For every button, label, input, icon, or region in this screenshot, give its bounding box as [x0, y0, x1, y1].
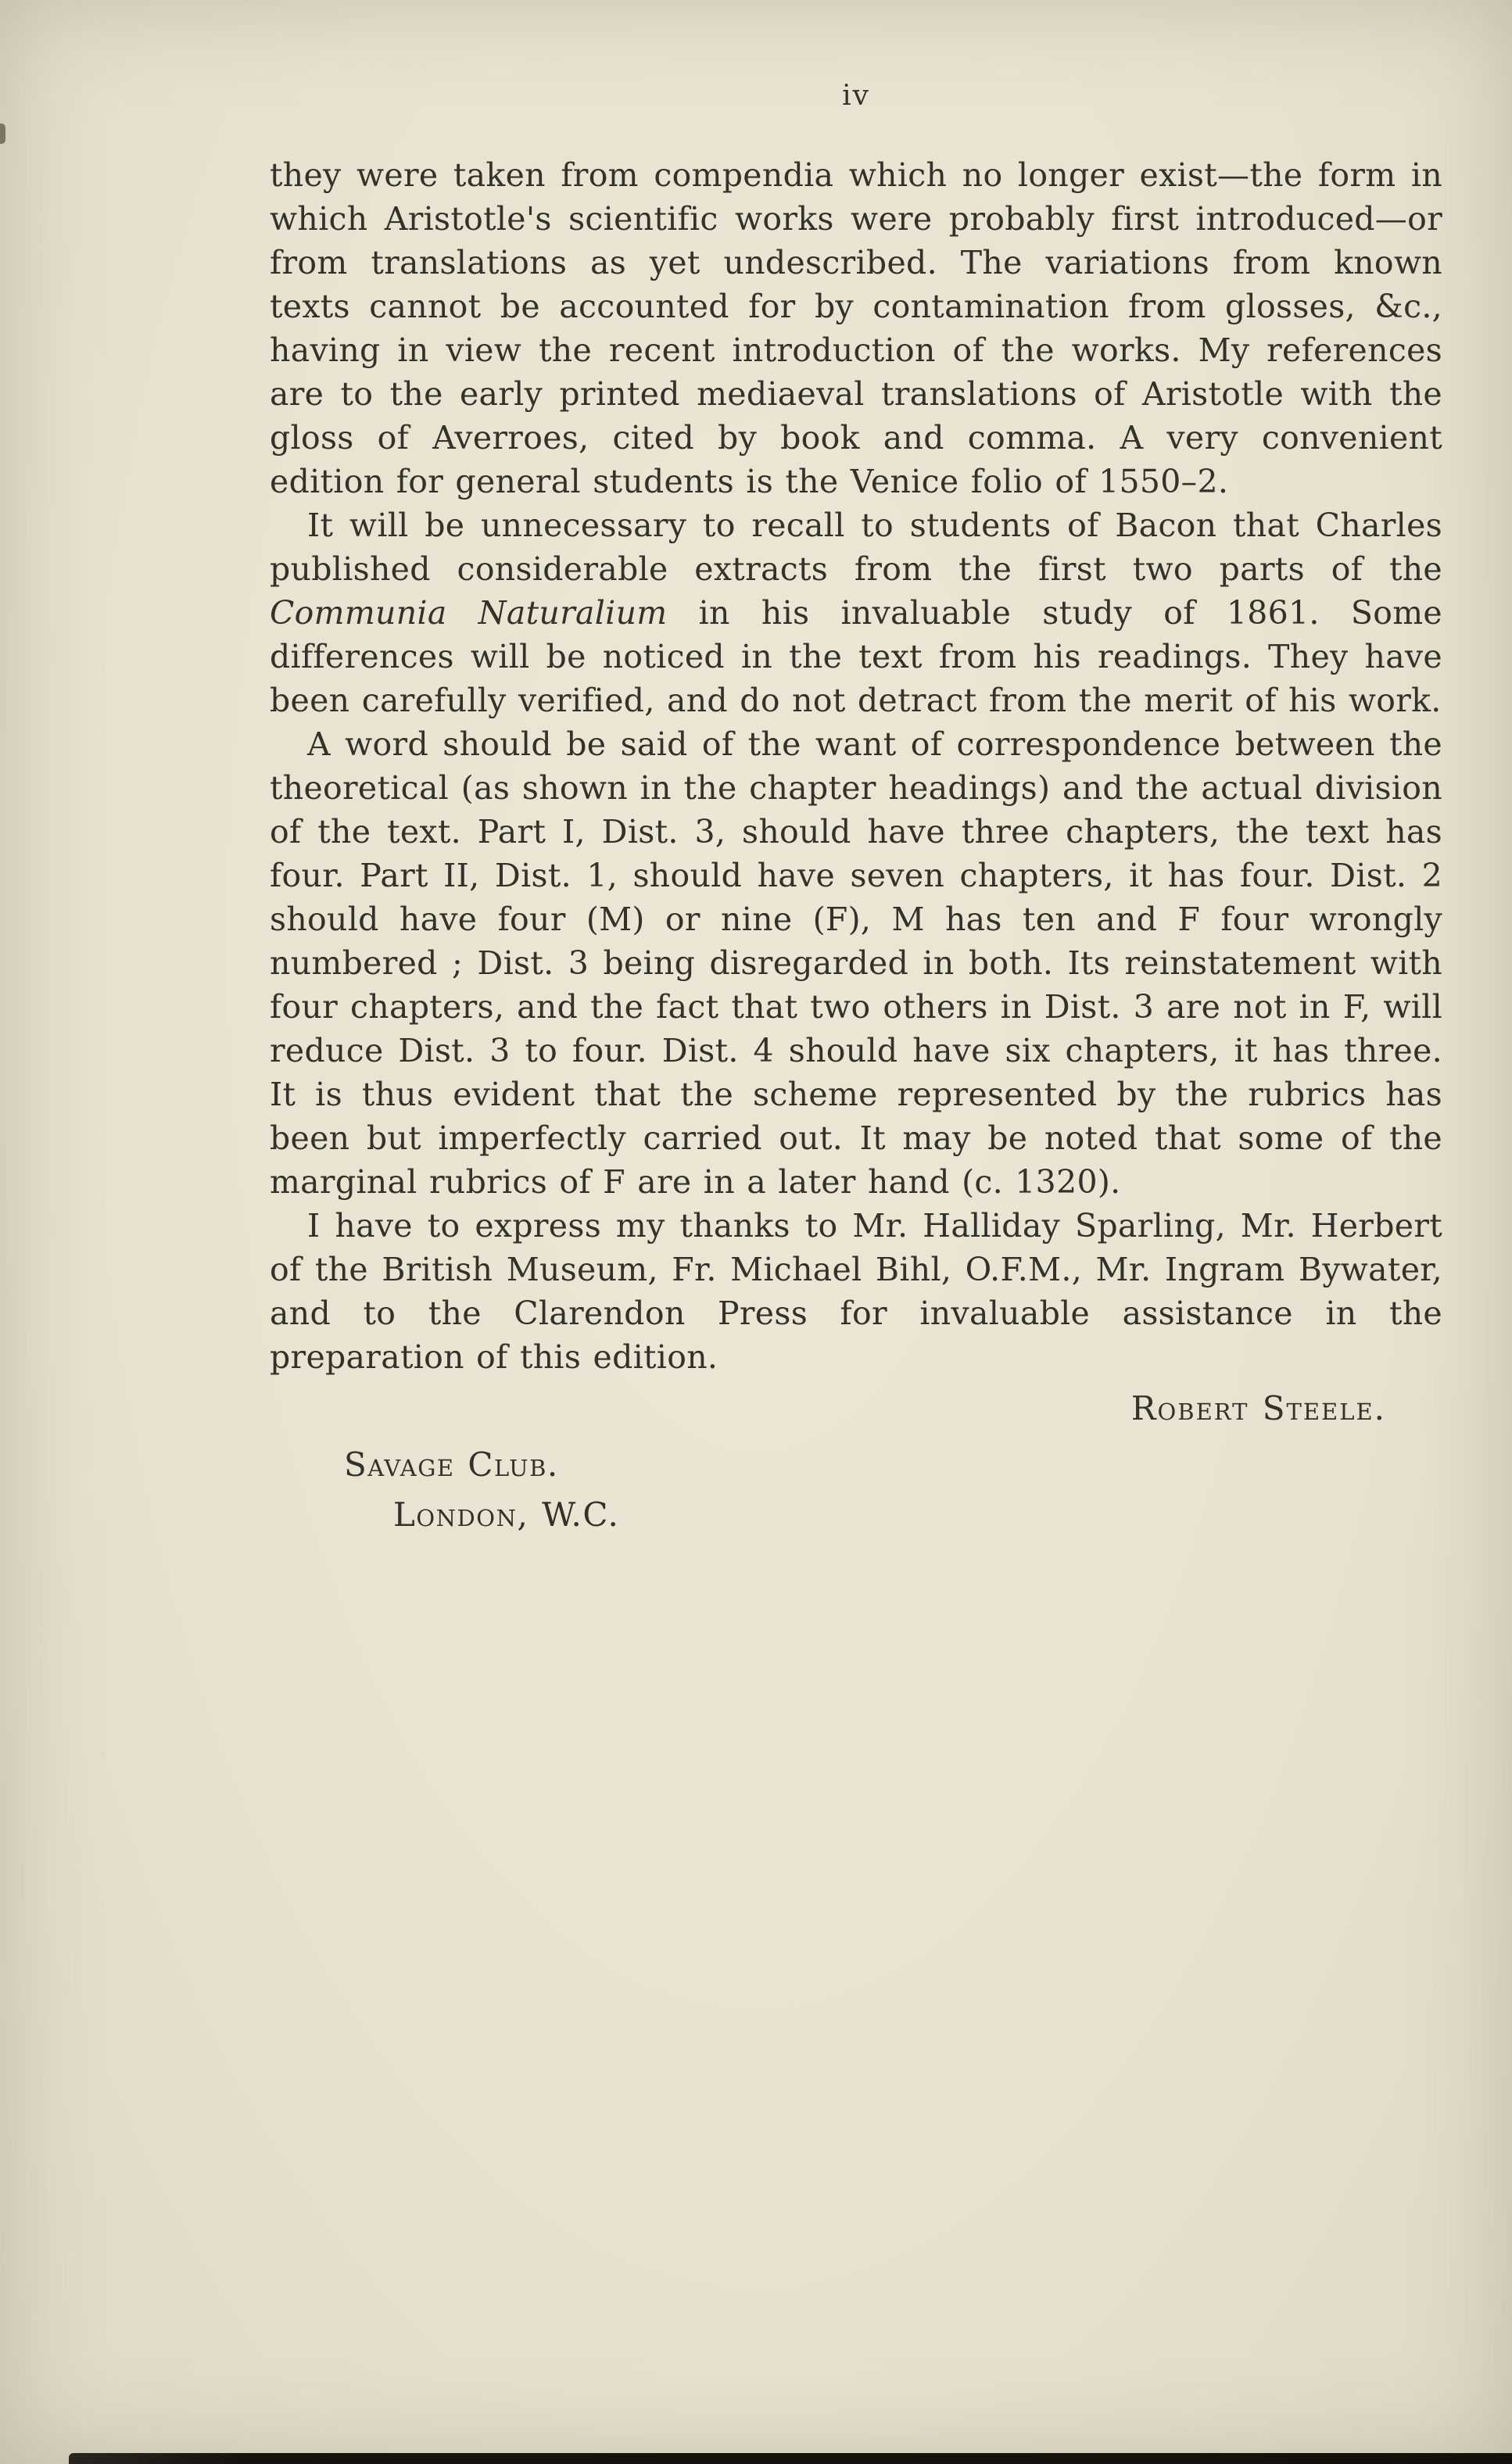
author-signature: Robert Steele.	[1130, 1389, 1386, 1427]
paragraph-1: they were taken from compendia which no longer exist—the form in which Aristotle's scientific works were probably first introduced—or from translations as yet undescribed. The variations from known texts cannot be accounted for by contamination from glosses, &c., having in view the recent introduction of the works. My references are to the early printed mediaeval translations of Aristotle with the gloss of Averroes, cited by book and comma. A very convenient edition for general students is the Venice folio of 1550–2.	[270, 156, 1442, 500]
text-block	[270, 153, 1442, 1540]
paragraph-2-text-before: It will be unnecessary to recall to students of Bacon that Charles published considerable extracts from the first two parts of the	[270, 507, 1442, 588]
address-club: Savage Club.	[344, 1445, 559, 1484]
paragraph-4: I have to express my thanks to Mr. Halliday Sparling, Mr. Herbert of the British Museum, Fr. Michael Bihl, O.F.M., Mr. Ingram Bywater, and to the Clarendon Press for invaluable assistance in the preparation of this edition.	[270, 1207, 1442, 1376]
paragraph-2	[270, 503, 1442, 722]
page-number: iv	[842, 80, 870, 112]
paragraph-2-text-after: in his invaluable study of 1861. Some differences will be noticed in the text from his readings. They have been carefully verified, and do not detract from the merit of his work.	[270, 594, 1442, 719]
paragraph-3: A word should be said of the want of correspondence between the theoretical (as shown in the chapter headings) and the actual division of the text. Part I, Dist. 3, should have three chapters, the text has four. Part II, Dist. 1, should have seven chapters, it has four. Dist. 2 should have four (M) or nine (F), M has ten and F four wrongly numbered ; Dist. 3 being disregarded in both. Its reinstatement with four chapters, and the fact that two others in Dist. 3 are not in F, will reduce Dist. 3 to four. Dist. 4 should have six chapters, it has three. It is thus evident that the scheme represented by the rubrics has been but imperfectly carried out. It may be noted that some of the marginal rubrics of F are in a later hand (c. 1320).	[270, 725, 1442, 1201]
scan-edge-artifact-bottom	[69, 2453, 1512, 2464]
book-title-italic: Communia Naturalium	[270, 594, 668, 632]
scan-edge-artifact-left	[0, 124, 5, 144]
address-city: London, W.C.	[393, 1495, 620, 1534]
